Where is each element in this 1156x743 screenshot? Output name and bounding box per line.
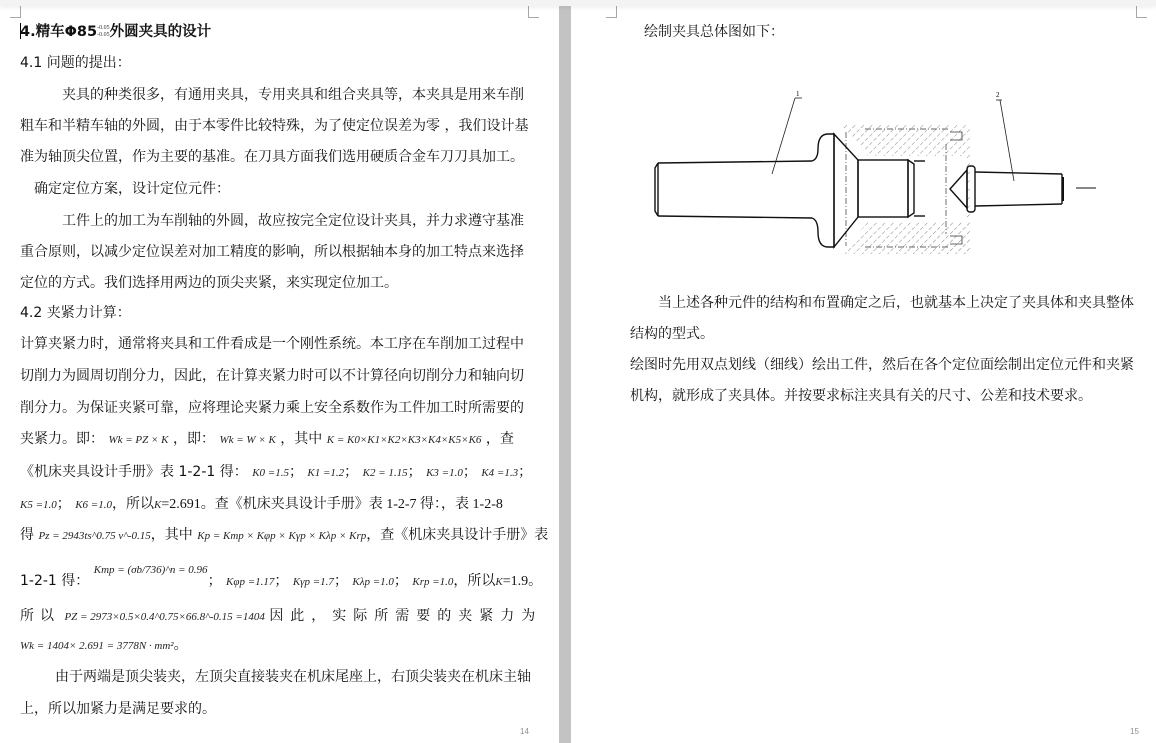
text-run: 夹紧力。即： bbox=[20, 431, 104, 447]
text-run: =1.9。 bbox=[502, 574, 543, 589]
paragraph-line: 重合原则，以减少定位误差对加工精度的影响，所以根据轴本身的加工特点来选择 bbox=[20, 244, 524, 260]
paragraph-line: 确定定位方案，设计定位元件： bbox=[34, 181, 230, 197]
coeff-k: K bbox=[153, 499, 162, 511]
coefficients-line-2: K5 =1.0； K6 =1.0，所以K=2.691。查《机床夹具设计手册》表 1-2-7 得：，表 1-2-8 bbox=[20, 496, 503, 512]
formula-line-clamping bbox=[20, 424, 514, 457]
formula-line-wk bbox=[20, 630, 188, 663]
formula-pz: Pz = 2943ts^0.75 v^-0.15 bbox=[38, 530, 151, 542]
paragraph-line: 上，所以加紧力是满足要求的。 bbox=[20, 701, 216, 717]
coefficients-line-1: 《机床夹具设计手册》表 1-2-1 得： K0 =1.5； K1 =1.2； K2 = 1.15； K3 =1.0； K4 =1.3； bbox=[20, 464, 533, 480]
coeff-k-gamma: Kγp =1.7 bbox=[292, 576, 334, 588]
heading-suffix: 外圆夹具的设计 bbox=[109, 24, 212, 40]
section-heading-4 bbox=[20, 17, 211, 49]
part-label-2: 2 bbox=[996, 91, 1000, 99]
text-run: 所以 bbox=[20, 608, 60, 624]
tolerance-upper: -0.05 bbox=[97, 25, 110, 31]
paragraph-line: 准为轴顶尖位置，作为主要的基准。在刀具方面我们选用硬质合金车刀刀具加工。 bbox=[20, 149, 524, 165]
coeff-k-phi: Kφp =1.17 bbox=[226, 576, 275, 588]
paragraph-line: 机构，就形成了夹具体。并按要求标注夹具有关的尺寸、公差和技术要求。 bbox=[630, 388, 1092, 404]
fixture-assembly-drawing bbox=[650, 84, 1156, 264]
coeff-k2: K2 = 1.15 bbox=[362, 467, 408, 479]
page-gutter bbox=[557, 6, 572, 743]
text-run: ，其中 bbox=[280, 431, 323, 447]
text-run: ，查 bbox=[485, 431, 514, 447]
text-run: 1-2-1 得： bbox=[20, 573, 90, 589]
paragraph-line: 定位的方式。我们选择用两边的顶尖夹紧，来实现定位加工。 bbox=[20, 275, 398, 291]
coeff-k-r: Krp =1.0 bbox=[412, 576, 454, 588]
text-run: =2.691。查《机床夹具设计手册》表 1-2-7 得：，表 1-2-8 bbox=[161, 497, 503, 512]
margin-corner-mark bbox=[1136, 6, 1147, 18]
formula-wk-result: Wk = 1404× 2.691 = 3778N · mm² bbox=[20, 640, 174, 652]
text-run: 。 bbox=[173, 637, 188, 653]
coeff-k0: K0 =1.5 bbox=[252, 467, 289, 479]
coeff-k6: K6 =1.0 bbox=[75, 499, 112, 511]
formula-line-kmp: 1-2-1 得： $^{Kmp = (\sigma b/736)\^{}n = 0.96}$； Kφp =1.17； Kγp =1.7； Kλp =1.0； Krp =1.0，所以K=1.9。 bbox=[20, 564, 543, 589]
text-run: ，其中 bbox=[150, 527, 193, 543]
paragraph-line: 计算夹紧力时，通常将夹具和工件看成是一个刚性系统。本工序在车削加工过程中 bbox=[20, 336, 524, 352]
live-center bbox=[950, 166, 1063, 212]
formula-line-result bbox=[20, 601, 542, 634]
paragraph-line: 绘图时先用双点划线（细线）绘出工件，然后在各个定位面绘制出定位元件和夹紧 bbox=[630, 357, 1134, 373]
paragraph-line: 粗车和半精车轴的外圆，由于本零件比较特殊，为了使定位误差为零 ，我们设计基 bbox=[20, 118, 529, 134]
paragraph-line: 切削力为圆周切削分力，因此，在计算夹紧力时可以不计算径向切削分力和轴向切 bbox=[20, 368, 524, 384]
heading-prefix: 4.精车Φ85 bbox=[20, 24, 98, 40]
top-toolbar-edge bbox=[0, 0, 1156, 6]
coeff-k: K bbox=[495, 576, 503, 588]
text-run: ，所以 bbox=[453, 573, 496, 589]
text-run: 得 bbox=[20, 527, 34, 543]
coeff-k4: K4 =1.3 bbox=[481, 467, 519, 479]
paragraph-line: 夹具的种类很多，有通用夹具，专用夹具和组合夹具等，本夹具是用来车削 bbox=[62, 87, 524, 103]
formula-wk-w: Wk = W × K bbox=[219, 434, 276, 446]
tolerance-stack bbox=[97, 25, 110, 39]
tolerance-lower: -0.05 bbox=[97, 32, 110, 38]
subheading-4-2: 4.2 夹紧力计算： bbox=[20, 305, 131, 321]
text-run: ，即： bbox=[172, 431, 215, 447]
document-page-15 bbox=[572, 6, 1156, 743]
paragraph-line: 削分力。为保证夹紧可靠，应将理论夹紧力乘上安全系数作为工件加工时所需要的 bbox=[20, 400, 524, 416]
formula-k-product: K = K0×K1×K2×K3×K4×K5×K6 bbox=[326, 434, 482, 446]
text-run: ，查《机床夹具设计手册》表 bbox=[366, 527, 549, 543]
paragraph-line: 工件上的加工为车削轴的外圆，故应按完全定位设计夹具，并力求遵守基准 bbox=[62, 213, 524, 229]
formula-wk-pz: Wk = PZ × K bbox=[108, 434, 169, 446]
paragraph-line: 结构的型式。 bbox=[630, 326, 714, 342]
margin-corner-mark bbox=[606, 6, 617, 18]
scrollbar-track[interactable] bbox=[559, 6, 571, 743]
page-number: 14 bbox=[520, 727, 529, 736]
document-page-14 bbox=[0, 6, 557, 743]
coeff-k-lambda: Kλp =1.0 bbox=[352, 576, 394, 588]
part-label-1: 1 bbox=[796, 90, 800, 98]
subheading-4-1: 4.1 问题的提出： bbox=[20, 55, 131, 71]
coeff-k1: K1 =1.2 bbox=[307, 467, 345, 479]
formula-line-pz bbox=[20, 520, 548, 553]
paragraph-line: 由于两端是顶尖装夹，左顶尖直接装夹在机床尾座上，右顶尖装夹在机床主轴 bbox=[55, 669, 531, 685]
formula-kp: Kp = Kmp × Kφp × Kγp × Kλp × Krp bbox=[197, 530, 367, 542]
text-run: ，所以 bbox=[111, 496, 154, 512]
page-number: 15 bbox=[1130, 727, 1139, 736]
formula-kmp: Kmp = (σb/736)^n = 0.96 bbox=[93, 564, 208, 576]
coeff-k3: K3 =1.0 bbox=[426, 467, 463, 479]
text-run: 《机床夹具设计手册》表 1-2-1 得： bbox=[20, 464, 248, 480]
margin-corner-mark bbox=[528, 6, 539, 18]
formula-pz-result: PZ = 2973×0.5×0.4^0.75×66.8^-0.15 =1404 bbox=[64, 611, 265, 623]
coeff-k5: K5 =1.0 bbox=[20, 499, 57, 511]
text-run: 因此，实际所需要的夹紧力为 bbox=[269, 608, 543, 624]
figure-intro: 绘制夹具总体图如下： bbox=[644, 24, 784, 40]
paragraph-line: 当上述各种元件的结构和布置确定之后，也就基本上决定了夹具体和夹具整体 bbox=[658, 295, 1134, 311]
